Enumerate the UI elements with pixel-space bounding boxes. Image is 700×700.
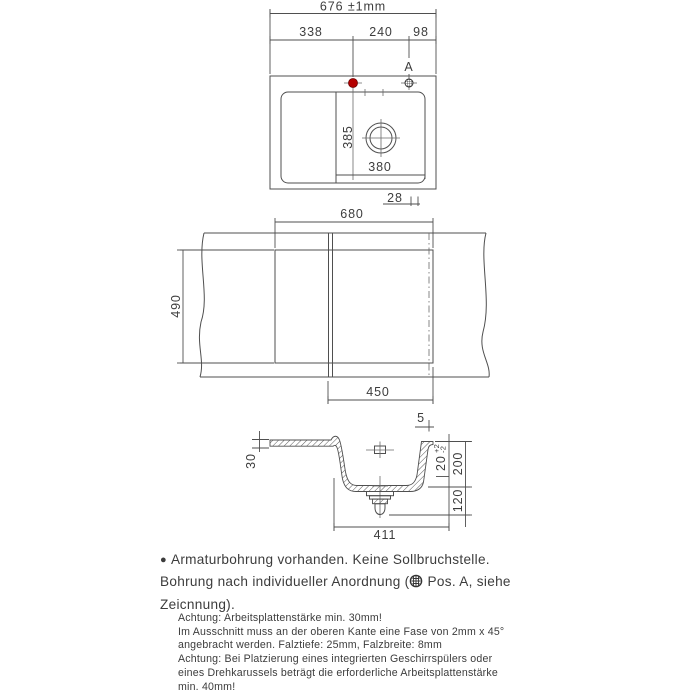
dim-basin-width bbox=[336, 160, 425, 179]
warning-line: eines Drehkarussels beträgt die erforderliche Arbeitsplattenstärke bbox=[178, 666, 498, 679]
dim-total-width-label: 676 ±1mm bbox=[319, 0, 387, 14]
dim-seg-mid-label: 240 bbox=[369, 25, 393, 39]
notes-main bbox=[160, 549, 560, 615]
warning-line: Achtung: Bei Platzierung eines integrierten Geschirrspülers oder bbox=[178, 653, 493, 666]
dim-edge-gap bbox=[415, 411, 434, 432]
warning-line: min. 40mm! bbox=[178, 680, 236, 693]
dim-basin-length-label: 385 bbox=[341, 125, 355, 149]
dim-drainer-span bbox=[328, 367, 433, 404]
worktop-cutout-view bbox=[169, 207, 489, 432]
position-a-symbol-icon bbox=[409, 573, 423, 594]
dim-drainer-span-label: 450 bbox=[366, 385, 390, 399]
dim-falz-tol-minus-label: -2 bbox=[438, 445, 448, 453]
warning-line: angebracht werden. Falztiefe: 25mm, Falzbreite: 8mm bbox=[178, 639, 442, 652]
dim-falz-tol-plus-label: +2 bbox=[432, 444, 441, 453]
dim-basin-depth-label: 200 bbox=[451, 451, 465, 476]
worktop-break-right bbox=[482, 233, 489, 377]
notes-warnings bbox=[178, 612, 558, 694]
dim-falz-depth-label: 20 bbox=[434, 455, 448, 471]
warning-line: Im Ausschnitt muss an der oberen Kante eine Fase von 2mm x 45° bbox=[178, 625, 505, 638]
warning-line: Achtung: Arbeitsplattenstärke min. 30mm! bbox=[178, 612, 383, 624]
dim-cutout-depth bbox=[169, 250, 274, 363]
worktop-break-left bbox=[199, 233, 204, 377]
dim-edge-gap-label: 5 bbox=[417, 411, 425, 425]
drain-hole bbox=[362, 119, 400, 157]
drain-assembly bbox=[367, 476, 394, 518]
section-view bbox=[244, 431, 472, 542]
dim-drain-height-label: 120 bbox=[451, 488, 465, 513]
dim-seg-left-label: 338 bbox=[299, 25, 323, 39]
dim-rim-height bbox=[244, 431, 269, 469]
bullet-icon: ● bbox=[160, 554, 167, 566]
dim-rim-height-label: 30 bbox=[244, 453, 258, 469]
note-line-2: Bohrung nach individueller Anordnung ( Pos. A, siehe bbox=[160, 571, 560, 594]
dim-falz-depth bbox=[432, 434, 449, 531]
dim-depth-stack bbox=[389, 442, 472, 528]
dim-cutout-width bbox=[275, 207, 433, 248]
dim-segments bbox=[270, 25, 436, 44]
dim-edge-offset bbox=[383, 191, 420, 206]
dim-seg-right-label: 98 bbox=[413, 25, 429, 39]
position-a-label: A bbox=[404, 60, 414, 74]
faucet-hole-section bbox=[366, 442, 394, 459]
dim-cutout-width-label: 680 bbox=[340, 207, 364, 221]
faucet-hole-marker bbox=[344, 79, 362, 88]
dim-base-width-label: 411 bbox=[373, 528, 397, 542]
dim-basin-width-label: 380 bbox=[368, 160, 392, 174]
note-line-1: ● Armaturbohrung vorhanden. Keine Sollbruchstelle. bbox=[160, 552, 490, 567]
dim-cutout-depth-label: 490 bbox=[169, 294, 183, 318]
dim-edge-offset-label: 28 bbox=[387, 191, 403, 205]
top-view bbox=[270, 0, 436, 206]
cutout-outline bbox=[275, 250, 433, 363]
sink-section-profile bbox=[270, 436, 433, 491]
dim-total-width bbox=[270, 0, 436, 18]
note-line-3: Zeicnnung). bbox=[160, 597, 236, 612]
